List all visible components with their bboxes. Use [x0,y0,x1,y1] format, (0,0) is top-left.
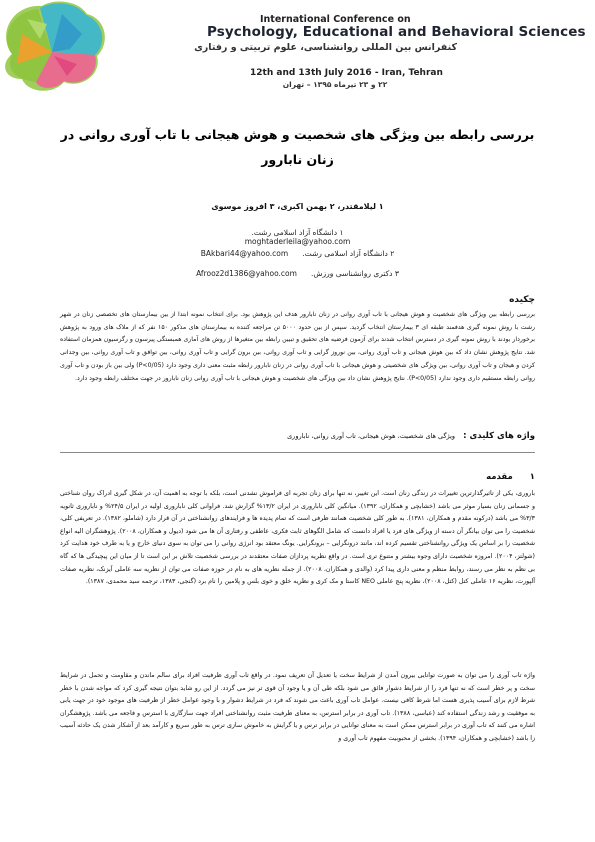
conference-date-english: 12th and 13th July 2016 - Iran, Tehran [250,68,443,78]
section-title: مقدمه [486,472,513,482]
conference-title-persian: کنفرانس بین المللی روانشناسی، علوم تربیتی و رفتاری [194,42,457,53]
intro-paragraph-2: واژه تاب آوری را می توان به صورت توانایی بیرون آمدن از شرایط سخت یا تعدیل آن تعریف نمود. در واقع تاب آوری ظرفیت افراد برای سالم ماندن و مقاومت و تحمل در شرایط سخت و پر خطر است که نه تنها فرد را از شرایط دشوار فائق می شود بلکه طی آن و یا وجود آن قوی تر نیز می گردد. از این رو شاید بتوان نتیجه گیری کرد که مواجه شدن با خطر شرط لازم برای آسیب پذیری هست اما شرط کافی نیست. عوامل تاب آوری باعث می شوند که فرد در شرایط دشوار و با وجود عوامل خطر از ظرفیت های موجود خود در جهت یابی به موفقیت و رشد زندگی استفاده کند (عباسی، ۱۳۸۸). تاب آوری در برابر استرس، به معنای ظرفیت مثبت روانشناختی افراد جهت سازگاری با استرس و فاجعه می باشد. پژوهشگران اشاره می کنند که تاب آوری در برابر استرس ممکن است به معنای توانایی در برابر ترس و یا گرایش به خاموش سازی ترس به طور سریع و کارآمد بعد از آشکار شدن یک حادثه آسیب زا باشد (خشابچی و همکاران، ۱۳۹۴). بخشی از محبوبیت مفهوم تاب آوری و [60,672,535,742]
conference-banner [0,0,595,100]
abstract-heading: چکیده [509,295,535,305]
affiliation-email: BAkbari44@yahoo.com [200,249,289,258]
affiliation-3 [150,269,445,278]
keywords-text: ویژگی های شخصیت، هوش هیجانی، تاب آوری روانی، ناباروری [287,432,456,440]
paper-authors: ۱ لیلامقتدر، ۲ بهمن اکبری، ۳ افروز موسوی [211,202,384,211]
intro-paragraph-1: باروری، یکی از تاثیرگذارترین تغییرات در زندگی زنان است. این تغییر، نه تنها برای زنان تجربه ای فراموش نشدنی است، بلکه با توجه به اهمیت آن، در شکل گیری ادراک روان شناختی و جسمانی زنان بسیار موثر می باشد (خشابچی و همکاران، ۱۳۹۲). میانگین کلی ناباروری در ایران ۱۳/۲% گزارش شد. فراوانی کلی ناباروری اولیه در ایران ۲۴/۵% و ناباروری ثانویه ۳/۳% می باشد (درکونه مقدم و همکاران، ۱۳۸۱). به طور کلی شخصیت همانند ظرفی است که تمام پدیده ها و فرایندهای روانشناختی در آن قرار دارد (شاملو، ۱۳۸۲). در تعریفی کلی، شخصیت را می توان بیانگر آن دسته از ویژگی های فرد یا افراد دانست که شامل الگوهای ثابت فکری، عاطفی و رفتاری آن ها می شود (دیول و همکاران، ۲۰۰۸). پژوهشگران الیه انواع شخصیت را بر اساس یک ویژگی روانشناختی تقسیم کرده اند، مانند درونگرایی – برونگرایی. یونگ معتقد بود انرژی روانی را می توان به سوی دنیای خارج و یا به طرف خود هدایت کرد (شولتز، ۲۰۰۴). امروزه شخصیت دارای وجوه بیشتر و متنوع تری است. در واقع نظریه پردازان صفات معتقدند در بررسی شخصیت تلاش بر این است تا از میان این پیچیدگی ها که گاه بی نظم به نظر می رسند، روابط منظم و معنی داری پیدا کرد (والدی و همکاران، ۲۰۰۸). از جمله نظریه های به نام در حوزه صفات می توان از نظریه سه عاملی آیزنک، نظریه صفات آلپورت، نظریه ۱۶ عاملی کتل (کتل، ۲۰۰۸)، نظریه پنج عاملی NEO کاستا و مک کری و نظریه خلق و خوی بلس و پلامین را نام برد (گنجی، ۱۳۸۳، ترجمه سید محمدی، ۱۳۸۷). [60,490,536,586]
conference-date-persian: ۲۲ و ۲۳ تیرماه ۱۳۹۵ – تهران [282,80,388,89]
paper-title: بررسی رابطه بین ویژگی های شخصیت و هوش هیجانی با تاب آوری روانی در زنان نابارور [60,127,535,167]
conference-logo-brain-icon [0,0,112,106]
keywords [60,431,535,441]
section-heading [486,472,535,482]
conference-title-line2: Psychology, Educational and Behavioral Sciences [207,24,586,40]
affiliation-text: ۲ دانشگاه آزاد اسلامی رشت. [302,249,395,258]
affiliation-text: ۱ دانشگاه آزاد اسلامی رشت. [251,228,344,237]
conference-title-line1: International Conference on [260,14,411,25]
affiliation-email: moghtaderleila@yahoo.com [244,237,351,246]
affiliation-1 [150,228,445,246]
affiliation-2 [150,249,445,258]
affiliation-email: Afrooz2d1386@yahoo.com [196,269,297,278]
section-number: ۱ [529,472,535,482]
affiliation-text: ۳ دکتری روانشناسی ورزش. [310,269,399,278]
section-divider [60,452,535,453]
abstract-body: بررسی رابطه بین ویژگی های شخصیت و هوش هیجانی با تاب آوری روانی در زنان نابارور هدف این پژوهش بود. برای انتخاب نمونه ابتدا از بین بیمارستان های تخصصی زنان در شهر رشت با روش نمونه گیری هدفمند طبقه ای ۳ بیمارستان انتخاب گردید. سپس از بین حدود ۵۰۰۰ تن مراجعه کننده به بیمارستان های مذکور ۱۵۰ نفر که از ملاک های ورود به پژوهش برخوردار بودند با روش نمونه گیری در دسترس انتخاب شدند برای آزمون فرضیه های تحقیق و تبیین رابطه بین متغیرها از روش های آماری همبستگی پیرسون و رگرسیون همزمان استفاده شد. نتایج پژوهش نشان داد که بین هوش هیجانی و تاب آوری روانی، بین نوروز گرایی و تاب آوری روانی، بین برون گرایی و تاب آوری روانی، بین توافق و تاب آوری روانی، بین وجدانی کردن و هیجان و تاب آوری روانی، بین ویژگی های شخصیتی و هوش هیجانی با تاب آوری روانی در زنان نابارور رابطه مثبت معنی داری وجود دارد (P<0/05) ولی بین باز بودن و تاب آوری روانی رابطه مستقیم داری وجود ندارد (P<0/05). نتایج پژوهش نشان داد بین ویژگی های شخصیت و هوش هیجانی با تاب آوری روانی زنان نابارور در جهت مختلف رابطه وجود دارد. [60,311,536,382]
keywords-label: واژه های کلیدی : [463,431,535,441]
